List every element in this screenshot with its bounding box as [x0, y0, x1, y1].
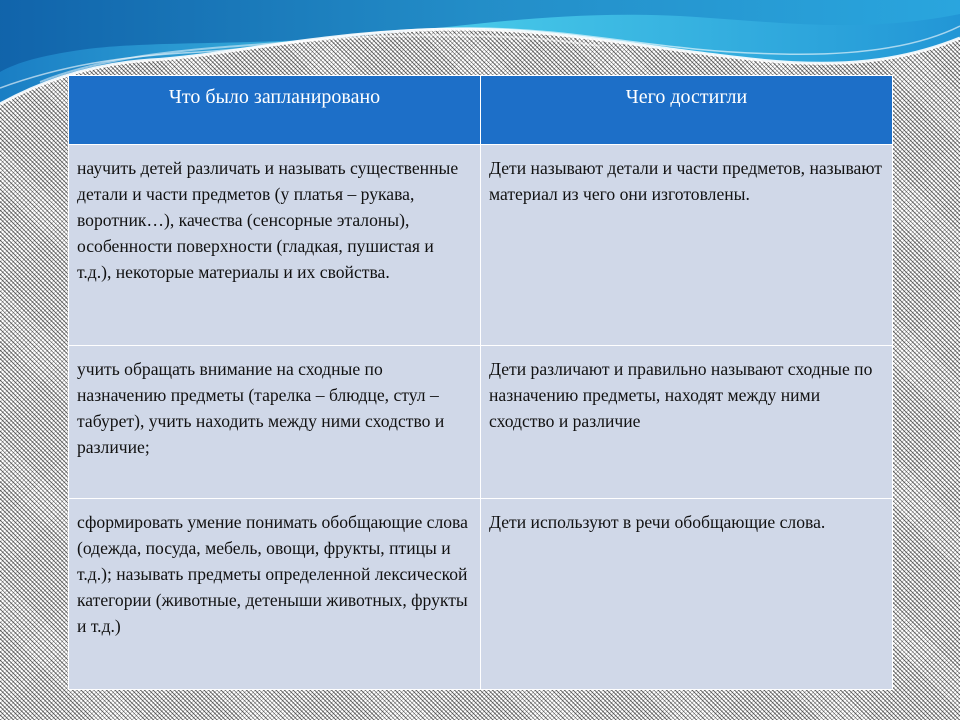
planned-text: учить обращать внимание на сходные по назначению предметы (тарелка – блюдце, стул – табурет), учить находить между ними сходство и различие; [77, 359, 445, 457]
achieved-cell [481, 346, 893, 499]
achieved-text: Дети используют в речи обобщающие слова. [489, 512, 826, 532]
planned-cell [69, 499, 481, 690]
table-row [69, 499, 893, 690]
table-header-row [69, 76, 893, 145]
achieved-text: Дети различают и правильно называют сходные по назначению предметы, находят между ними сходство и различие [489, 359, 873, 431]
planned-cell [69, 145, 481, 346]
achieved-text: Дети называют детали и части предметов, называют материал из чего они изготовлены. [489, 158, 882, 204]
plan-results-table [68, 75, 893, 690]
planned-cell [69, 346, 481, 499]
planned-text: сформировать умение понимать обобщающие слова (одежда, посуда, мебель, овощи, фрукты, птицы и т.д.); называть предметы определенной лексической категории (животные, детеныши животных, фрукты и т.д.) [77, 512, 468, 636]
table-row [69, 346, 893, 499]
header-achieved: Чего достигли [481, 76, 893, 145]
table-row [69, 145, 893, 346]
header-planned: Что было запланировано [69, 76, 481, 145]
achieved-cell [481, 499, 893, 690]
planned-text: научить детей различать и называть существенные детали и части предметов (у платья – рукава, воротник…), качества (сенсорные эталоны), особенности поверхности (гладкая, пушистая и т.д.), некоторые материалы и их свойства. [77, 158, 459, 282]
achieved-cell [481, 145, 893, 346]
